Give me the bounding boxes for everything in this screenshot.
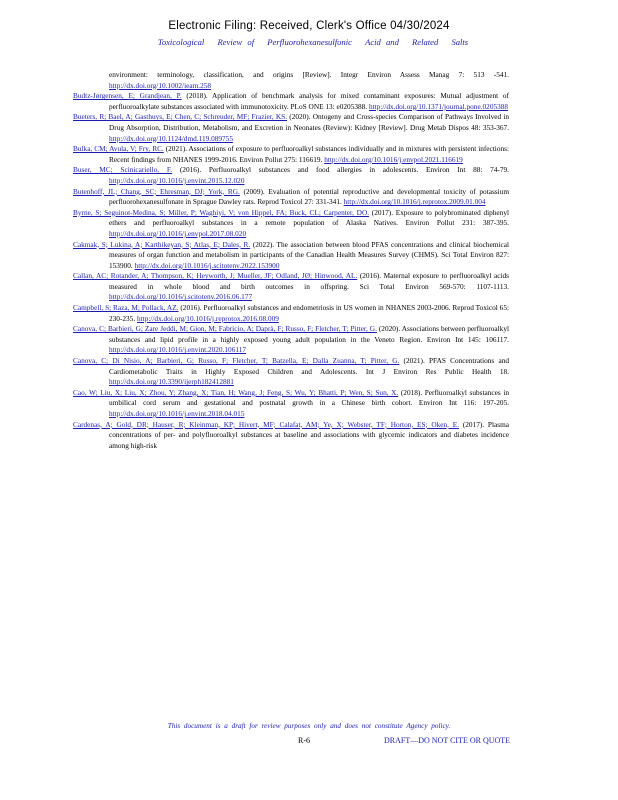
reference-list bbox=[73, 70, 509, 451]
reference-entry bbox=[73, 165, 509, 186]
reference-doi-link[interactable]: http://dx.doi.org/10.1016/j.reprotox.2009.01.004 bbox=[343, 197, 486, 207]
reference-text: (2018). Perfluoroalkyl substances in umbilical cord serum and gestational and postnatal growth in a Chinese birth cohort. Environ Int 116: 197-205. bbox=[109, 387, 509, 408]
reference-authors-link[interactable]: Canova, C; Di Nisio, A; Barbieri, G; Russo, F; Fletcher, T; Batzella, E; Dalla Zuanna, T; Pitter, G. bbox=[73, 356, 400, 366]
reference-authors-link[interactable]: Buser, MC; Scinicariello, F. bbox=[73, 165, 173, 175]
reference-text: (2020). Associations between perfluoroalkyl substances and lipid profile in a highly exposed young adult population in the Veneto Region. Environ Int 145: 106117. bbox=[109, 324, 510, 344]
reference-entry bbox=[73, 388, 509, 420]
reference-entry bbox=[73, 420, 509, 452]
draft-notice: This document is a draft for review purposes only and does not constitute Agency policy. bbox=[167, 722, 451, 730]
reference-authors-link[interactable]: Bueters, R; Bael, A; Gasthuys, E; Chen, C; Schreuder, MF; Frazier, KS. bbox=[73, 112, 288, 122]
reference-text: (2020). Ontogeny and Cross-species Comparison of Pathways Involved in Drug Absorption, Distribution, Metabolism, and Excretion in Neonates (Review): Kidney [Review]. Drug Metab Dispos 48: 353-367. bbox=[109, 112, 509, 132]
reference-authors-link[interactable]: Cao, W; Liu, X; Liu, X; Zhou, Y; Zhang, X; Tian, H; Wang, J; Feng, S; Wu, Y; Bhatti, P; Wen, S; Sun, X. bbox=[73, 387, 399, 397]
reference-doi-link[interactable]: http://dx.doi.org/10.1016/j.envint.2018.04.015 bbox=[109, 409, 245, 418]
reference-text: (2022). The association between blood PFAS concentrations and clinical biochemical measures of organ function and metabolism in participants of the Canadian Health Measures Survey (CHMS). Sci Total Environ 827: 153900. bbox=[109, 239, 509, 270]
reference-doi-link[interactable]: http://dx.doi.org/10.1371/journal.pone.0205388 bbox=[368, 101, 509, 111]
reference-authors-link[interactable]: Campbell, S; Raza, M; Pollack, AZ. bbox=[73, 303, 179, 313]
reference-text: (2021). PFAS Concentrations and Cardiometabolic Traits in Highly Exposed Children and Adolescents. Int J Environ Res Public Health 18. bbox=[109, 356, 509, 376]
reference-text: (2018). Application of benchmark analysis for mixed contaminant exposures: Mutual adjustment of perfluoroalkylate substances associated with immunotoxicity. PLoS ONE 13: e0205388. bbox=[109, 91, 509, 111]
reference-authors-link[interactable]: Bulka, CM; Avula, V; Fry, RC. bbox=[73, 144, 164, 154]
reference-text: (2021). Associations of exposure to perfluoroalkyl substances individually and in mixtures with persistent infections: Recent findings from NHANES 1999-2016. Environ Pollut 275: 116619. bbox=[109, 144, 509, 164]
reference-doi-link[interactable]: http://dx.doi.org/10.1016/j.envint.2015.12.020 bbox=[109, 175, 245, 185]
reference-authors-link[interactable]: Cakmak, S; Lukina, A; Karthikeyan, S; Atlas, E; Dales, R. bbox=[73, 239, 251, 249]
reference-text: (2017). Exposure to polybrominated diphenyl ethers and perfluoroalkyl substances in a remote population of Alaska Natives. Environ Pollut 231: 387-395. bbox=[109, 207, 509, 228]
reference-text: (2016). Perfluoroalkyl substances and endometriosis in US women in NHANES 2003-2006. Reprod Toxicol 65: 230-235. bbox=[109, 303, 510, 323]
reference-authors-link[interactable]: Butenhoff, JL; Chang, SC; Ehresman, DJ; York, RG. bbox=[73, 186, 240, 196]
reference-entry bbox=[73, 240, 509, 272]
reference-entry bbox=[73, 91, 509, 112]
reference-text: (2009). Evaluation of potential reproductive and developmental toxicity of potassium perfluorohexanesulfonate in Sprague Dawley rats. Reprod Toxicol 27: 331-341. bbox=[109, 186, 509, 207]
header-title-part: Related bbox=[412, 37, 439, 47]
reference-entry bbox=[73, 303, 509, 324]
reference-text: environment: terminology, classification, and origins [Review]. Integr Environ Assess Manag 7: 513 -541. bbox=[109, 70, 509, 79]
reference-entry bbox=[73, 271, 509, 303]
reference-doi-link[interactable]: http://dx.doi.org/10.1002/ieam.258 bbox=[109, 80, 212, 90]
reference-doi-link[interactable]: http://dx.doi.org/10.1016/j.scitotenv.2016.06.177 bbox=[109, 292, 253, 302]
reference-entry bbox=[73, 208, 509, 240]
header-title-part: Acid and bbox=[365, 37, 399, 47]
page-number: R-6 bbox=[298, 736, 310, 745]
reference-authors-link[interactable]: Cardenas, A; Gold, DR; Hauser, R; Kleinman, KP; Hivert, MF; Calafat, AM; Ye, X; Webster, TF; Horton, ES; Oken, E. bbox=[73, 419, 460, 429]
reference-authors-link[interactable]: Budtz-Jørgensen, E; Grandjean, P. bbox=[73, 91, 182, 101]
reference-text: (2016). Maternal exposure to perfluoroalkyl acids measured in whole blood and birth outcomes in offspring. Sci Total Environ 569-570: 1107-1113. bbox=[109, 271, 509, 291]
filing-stamp-header: Electronic Filing: Received, Clerk's Office 04/30/2024 bbox=[168, 20, 450, 32]
reference-doi-link[interactable]: http://dx.doi.org/10.1124/dmd.119.089755 bbox=[109, 133, 233, 143]
reference-doi-link[interactable]: http://dx.doi.org/10.1016/j.reprotox.2016.08.009 bbox=[136, 313, 279, 323]
reference-text: (2016). Perfluoroalkyl substances and food allergies in adolescents. Environ Int 88: 74-79. bbox=[172, 165, 509, 175]
reference-entry bbox=[73, 324, 509, 356]
reference-entry bbox=[73, 144, 509, 165]
header-title-part: Salts bbox=[451, 37, 469, 47]
header-title-part: Review of bbox=[217, 37, 255, 47]
reference-doi-link[interactable]: http://dx.doi.org/10.1016/j.envpol.2021.116619 bbox=[324, 154, 463, 164]
reference-entry bbox=[73, 187, 509, 208]
reference-doi-link[interactable]: http://dx.doi.org/10.1016/j.scitotenv.2022.153900 bbox=[134, 260, 280, 270]
reference-doi-link[interactable]: http://dx.doi.org/10.3390/ijerph182412881 bbox=[109, 377, 234, 387]
reference-entry bbox=[73, 70, 509, 91]
header-title-part: Toxicological bbox=[157, 37, 205, 47]
draft-label: DRAFT—DO NOT CITE OR QUOTE bbox=[384, 736, 511, 745]
reference-doi-link[interactable]: http://dx.doi.org/10.1016/j.envint.2020.106117 bbox=[109, 345, 247, 355]
reference-doi-link[interactable]: http://dx.doi.org/10.1016/j.envpol.2017.08.020 bbox=[109, 228, 247, 238]
header-title-part: Perfluorohexanesulfonic bbox=[267, 37, 352, 47]
reference-text: (2017). Plasma concentrations of per- and polyfluoroalkyl substances at baseline and associations with glycemic indicators and diabetes incidence among high-risk bbox=[109, 419, 509, 450]
reference-entry bbox=[73, 112, 509, 144]
document-title-header bbox=[0, 37, 618, 47]
reference-entry bbox=[73, 356, 509, 388]
reference-authors-link[interactable]: Byrne, S; Seguinot-Medina, S; Miller, P; Waghiyi, V; von Hippel, FA; Buck, CL; Carpenter, DO. bbox=[73, 207, 370, 217]
reference-authors-link[interactable]: Callan, AC; Rotander, A; Thompson, K; Heyworth, J; Mueller, JF; Odland, JØ; Hinwood, AL. bbox=[73, 271, 358, 281]
reference-authors-link[interactable]: Canova, C; Barbieri, G; Zare Jeddi, M; Gion, M; Fabricio, A; Daprà, F; Russo, F; Fletcher, T; Pitter, G. bbox=[73, 324, 377, 334]
